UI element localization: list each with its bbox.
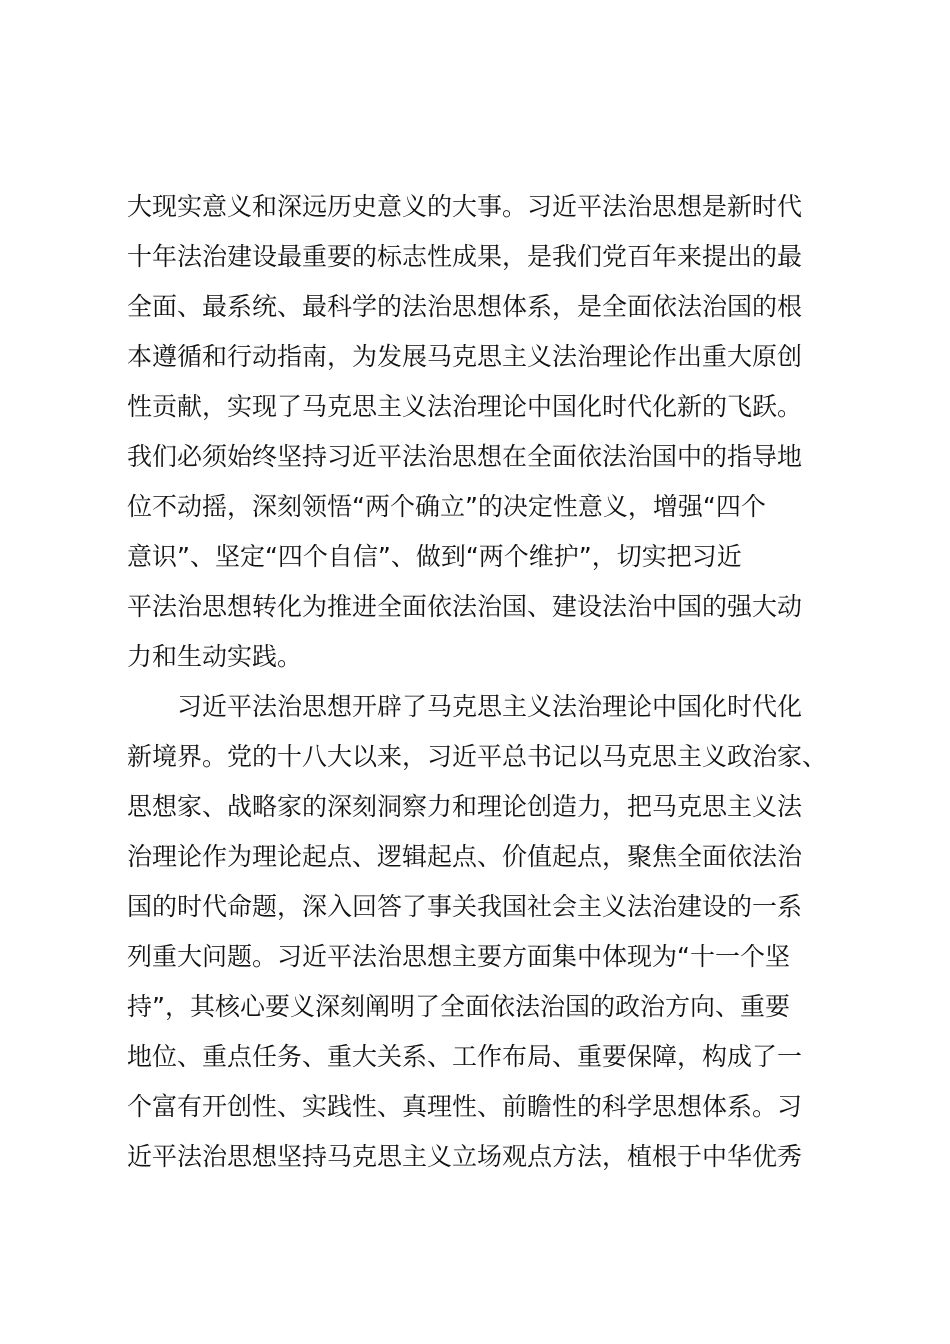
- paragraph-2-line-3: 思想家、战略家的深刻洞察力和理论创造力，把马克思主义法: [127, 792, 803, 821]
- paragraph-2-line-8: 地位、重点任务、重大关系、工作布局、重要保障，构成了一: [127, 1042, 803, 1071]
- paragraph-2-line-4: 治理论作为理论起点、逻辑起点、价值起点，聚焦全面依法治: [127, 842, 803, 871]
- paragraph-1-line-4: 本遵循和行动指南，为发展马克思主义法治理论作出重大原创: [127, 342, 803, 371]
- paragraph-1-line-7: 位不动摇，深刻领悟“两个确立”的决定性意义，增强“四个: [127, 492, 766, 521]
- paragraph-1-line-9: 平法治思想转化为推进全面依法治国、建设法治中国的强大动: [127, 592, 803, 621]
- paragraph-2-line-6: 列重大问题。习近平法治思想主要方面集中体现为“十一个坚: [127, 942, 790, 971]
- paragraph-1-line-3: 全面、最系统、最科学的法治思想体系，是全面依法治国的根: [127, 292, 803, 321]
- paragraph-1-line-8: 意识”、坚定“四个自信”、做到“两个维护”，切实把习近: [127, 542, 742, 571]
- paragraph-2-line-7: 持”，其核心要义深刻阐明了全面依法治国的政治方向、重要: [127, 992, 790, 1021]
- paragraph-2-line-10: 近平法治思想坚持马克思主义立场观点方法，植根于中华优秀: [127, 1142, 803, 1171]
- paragraph-2-line-9: 个富有开创性、实践性、真理性、前瞻性的科学思想体系。习: [127, 1092, 803, 1121]
- paragraph-2-line-5: 国的时代命题，深入回答了事关我国社会主义法治建设的一系: [127, 892, 803, 921]
- paragraph-1-line-5: 性贡献，实现了马克思主义法治理论中国化时代化新的飞跃。: [127, 392, 803, 421]
- paragraph-1-line-6: 我们必须始终坚持习近平法治思想在全面依法治国中的指导地: [127, 442, 803, 471]
- paragraph-2-line-1: 习近平法治思想开辟了马克思主义法治理论中国化时代化: [177, 692, 803, 721]
- paragraph-1-line-10: 力和生动实践。: [127, 642, 303, 671]
- paragraph-2-line-2: 新境界。党的十八大以来，习近平总书记以马克思主义政治家、: [127, 742, 828, 771]
- paragraph-1-line-1: 大现实意义和深远历史意义的大事。习近平法治思想是新时代: [127, 192, 803, 221]
- paragraph-1-line-2: 十年法治建设最重要的标志性成果，是我们党百年来提出的最: [127, 242, 803, 271]
